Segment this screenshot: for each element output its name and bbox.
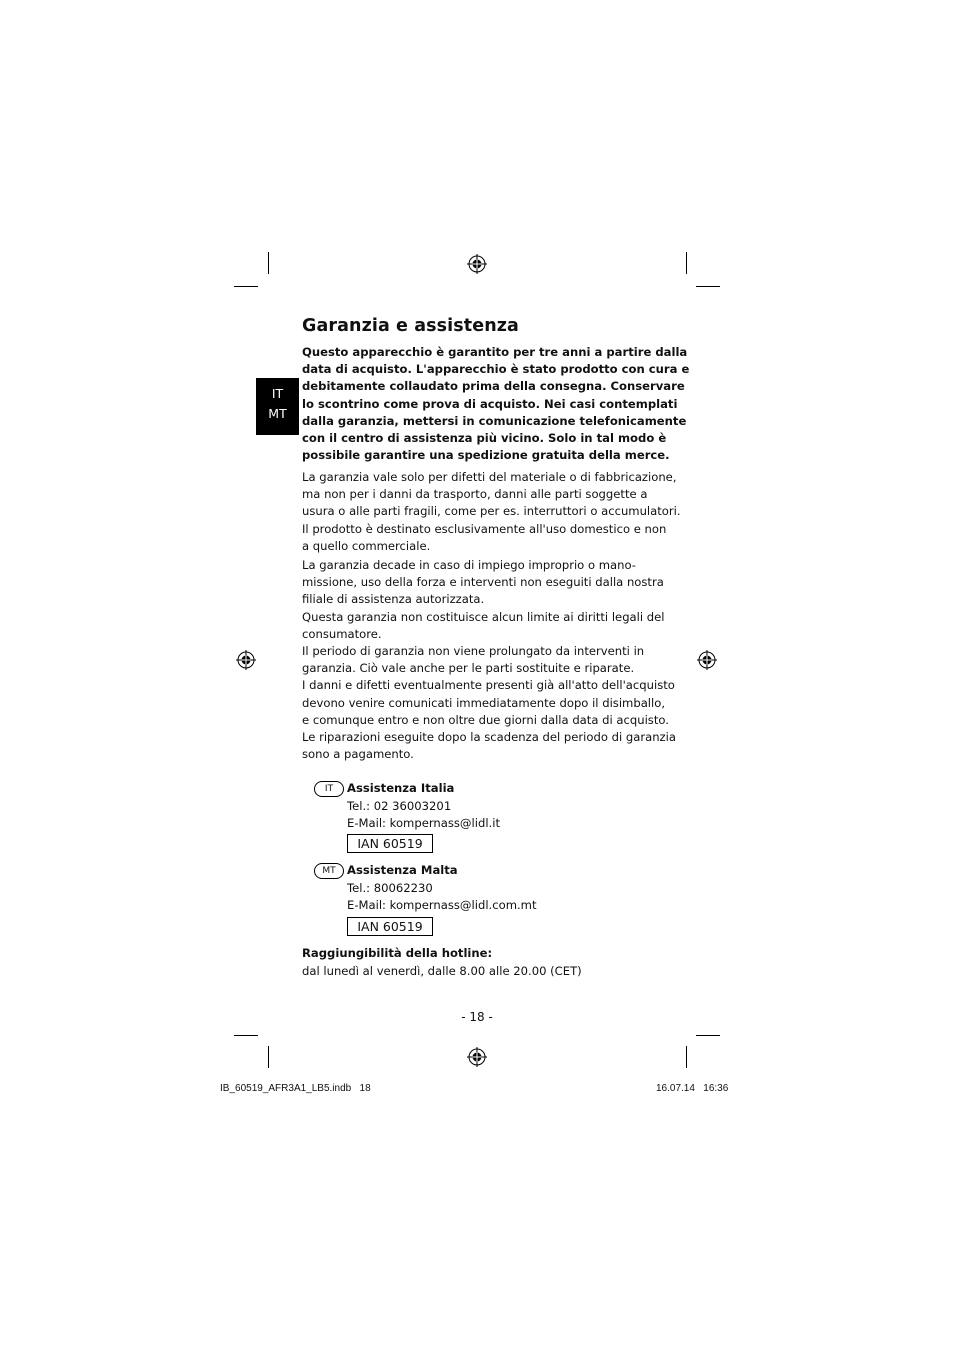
text-line: La garanzia decade in caso di impiego improprio o mano- <box>302 558 636 572</box>
registration-mark-icon <box>697 650 717 670</box>
text-line: Il prodotto è destinato esclusivamente all'uso domestico e non <box>302 521 667 536</box>
text-line: ma non per i danni da trasporto, danni alle parti soggette a <box>302 487 648 502</box>
text-line: e comunque entro e non oltre due giorni dalla data di acquisto. <box>302 712 669 727</box>
text-line: debitamente collaudato prima della consegna. Conservare <box>302 379 685 394</box>
footer-file-info: IB_60519_AFR3A1_LB5.indb 18 <box>220 1083 371 1094</box>
text-line: devono venire comunicati immediatamente dopo il disimballo, <box>302 695 666 710</box>
warranty-conditions-paragraph <box>302 557 676 763</box>
intro-paragraph <box>302 344 690 464</box>
text-line: lo scontrino come prova di acquisto. Nei casi contemplati <box>302 396 678 411</box>
registration-mark-icon <box>236 650 256 670</box>
crop-mark <box>696 286 720 287</box>
hotline-heading: Raggiungibilità della hotline: <box>302 946 493 960</box>
service-phone: Tel.: 80062230 <box>347 880 433 895</box>
text-line: con il centro di assistenza più vicino. Solo in tal modo è <box>302 431 667 446</box>
registration-mark-icon <box>467 1047 487 1067</box>
registration-mark-icon <box>467 254 487 274</box>
text-line: Questo apparecchio è garantito per tre anni a partire dalla <box>302 345 688 359</box>
text-line: Il periodo di garanzia non viene prolungato da interventi in <box>302 644 645 659</box>
language-tab <box>256 378 299 435</box>
service-phone: Tel.: 02 36003201 <box>347 798 452 813</box>
crop-mark <box>234 286 258 287</box>
warranty-scope-paragraph <box>302 469 681 555</box>
text-line: Le riparazioni eseguite dopo la scadenza del periodo di garanzia <box>302 730 676 745</box>
text-line: consumatore. <box>302 626 382 641</box>
service-name: Assistenza Italia <box>347 781 455 795</box>
text-line: filiale di assistenza autorizzata. <box>302 592 485 607</box>
text-line: I danni e difetti eventualmente presenti già all'atto dell'acquisto <box>302 678 675 693</box>
crop-mark <box>268 252 269 274</box>
page-title: Garanzia e assistenza <box>302 316 519 336</box>
hotline-hours: dal lunedì al venerdì, dalle 8.00 alle 20.00 (CET) <box>302 964 582 978</box>
page-number: - 18 - <box>461 1010 493 1024</box>
country-badge-it: IT <box>314 781 344 797</box>
text-line: Questa garanzia non costituisce alcun limite ai diritti legali del <box>302 609 665 624</box>
text-line: dalla garanzia, mettersi in comunicazione telefonicamente <box>302 413 687 428</box>
ian-box: IAN 60519 <box>347 834 433 853</box>
service-italy <box>347 780 500 833</box>
text-line: sono a pagamento. <box>302 747 414 762</box>
text-line: possibile garantire una spedizione gratuita della merce. <box>302 448 670 463</box>
country-badge-mt: MT <box>314 863 344 879</box>
crop-mark <box>686 1046 687 1068</box>
text-line: garanzia. Ciò vale anche per le parti sostituite e riparate. <box>302 661 635 676</box>
crop-mark <box>234 1035 258 1036</box>
crop-mark <box>686 252 687 274</box>
service-email: E-Mail: kompernass@lidl.com.mt <box>347 898 537 912</box>
text-line: missione, uso della forza e interventi non eseguiti dalla nostra <box>302 575 664 590</box>
text-line: usura o alle parti fragili, come per es. interruttori o accumulatori. <box>302 504 681 519</box>
ian-box: IAN 60519 <box>347 917 433 936</box>
text-line: a quello commerciale. <box>302 538 431 553</box>
language-tab-it: IT <box>271 386 284 401</box>
service-name: Assistenza Malta <box>347 863 458 877</box>
service-malta <box>347 862 537 915</box>
text-line: La garanzia vale solo per difetti del materiale o di fabbricazione, <box>302 470 677 484</box>
footer-date: 16.07.14 16:36 <box>656 1083 729 1094</box>
crop-mark <box>696 1035 720 1036</box>
text-line: data di acquisto. L'apparecchio è stato prodotto con cura e <box>302 362 690 377</box>
language-tab-mt: MT <box>268 406 287 421</box>
service-email: E-Mail: kompernass@lidl.it <box>347 816 500 830</box>
crop-mark <box>268 1046 269 1068</box>
